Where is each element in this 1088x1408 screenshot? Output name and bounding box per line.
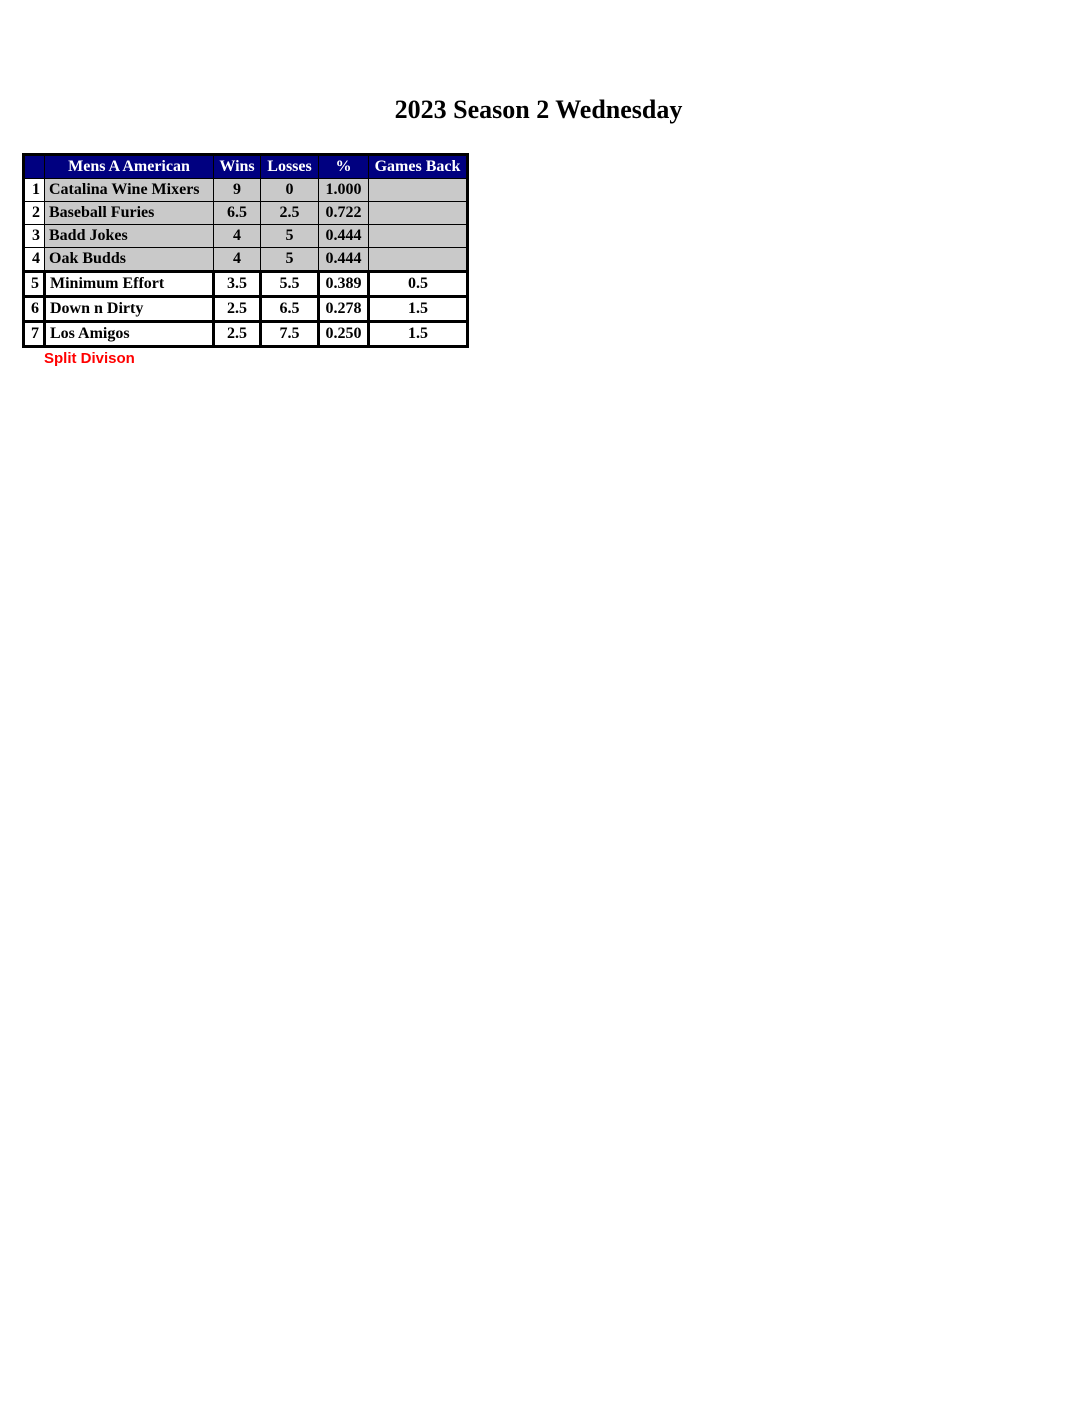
team-name-cell: Oak Budds [45, 248, 214, 272]
page-title: 2023 Season 2 Wednesday [394, 95, 683, 124]
rank-cell: 3 [24, 225, 45, 248]
pct-cell: 0.389 [319, 272, 369, 297]
pct-cell: 0.250 [319, 322, 369, 347]
games-back-cell: 1.5 [369, 322, 468, 347]
rank-cell: 6 [24, 297, 45, 322]
games-back-cell [369, 225, 468, 248]
pct-cell: 0.722 [319, 202, 369, 225]
rank-cell: 5 [24, 272, 45, 297]
team-name-cell: Badd Jokes [45, 225, 214, 248]
team-name-cell: Down n Dirty [45, 297, 214, 322]
losses-cell: 5.5 [261, 272, 319, 297]
team-name-cell: Los Amigos [45, 322, 214, 347]
wins-column-header: Wins [214, 155, 261, 179]
games-back-cell [369, 179, 468, 202]
rank-cell: 2 [24, 202, 45, 225]
wins-cell: 3.5 [214, 272, 261, 297]
team-row [24, 297, 468, 322]
header-row [24, 155, 468, 179]
losses-cell: 6.5 [261, 297, 319, 322]
wins-cell: 4 [214, 225, 261, 248]
rank-cell: 4 [24, 248, 45, 272]
wins-cell: 9 [214, 179, 261, 202]
wins-cell: 4 [214, 248, 261, 272]
team-name-cell: Baseball Furies [45, 202, 214, 225]
games-back-cell: 1.5 [369, 297, 468, 322]
wins-cell: 6.5 [214, 202, 261, 225]
rank-cell: 7 [24, 322, 45, 347]
pct-cell: 0.278 [319, 297, 369, 322]
pct-cell: 0.444 [319, 225, 369, 248]
pct-cell: 0.444 [319, 248, 369, 272]
team-row [24, 322, 468, 347]
games-back-column-header: Games Back [369, 155, 468, 179]
pct-cell: 1.000 [319, 179, 369, 202]
losses-column-header: Losses [261, 155, 319, 179]
team-name-cell: Catalina Wine Mixers [45, 179, 214, 202]
games-back-cell [369, 248, 468, 272]
rank-column-header [24, 155, 45, 179]
split-division-note: Split Divison [44, 350, 135, 367]
losses-cell: 2.5 [261, 202, 319, 225]
losses-cell: 5 [261, 248, 319, 272]
team-row [24, 179, 468, 202]
team-row [24, 272, 468, 297]
pct-column-header: % [319, 155, 369, 179]
losses-cell: 5 [261, 225, 319, 248]
team-row [24, 202, 468, 225]
rank-cell: 1 [24, 179, 45, 202]
standings-table [22, 153, 469, 348]
team-row [24, 225, 468, 248]
team-row [24, 248, 468, 272]
wins-cell: 2.5 [214, 322, 261, 347]
wins-cell: 2.5 [214, 297, 261, 322]
games-back-cell [369, 202, 468, 225]
losses-cell: 0 [261, 179, 319, 202]
division-name-header: Mens A American [45, 155, 214, 179]
losses-cell: 7.5 [261, 322, 319, 347]
team-name-cell: Minimum Effort [45, 272, 214, 297]
games-back-cell: 0.5 [369, 272, 468, 297]
